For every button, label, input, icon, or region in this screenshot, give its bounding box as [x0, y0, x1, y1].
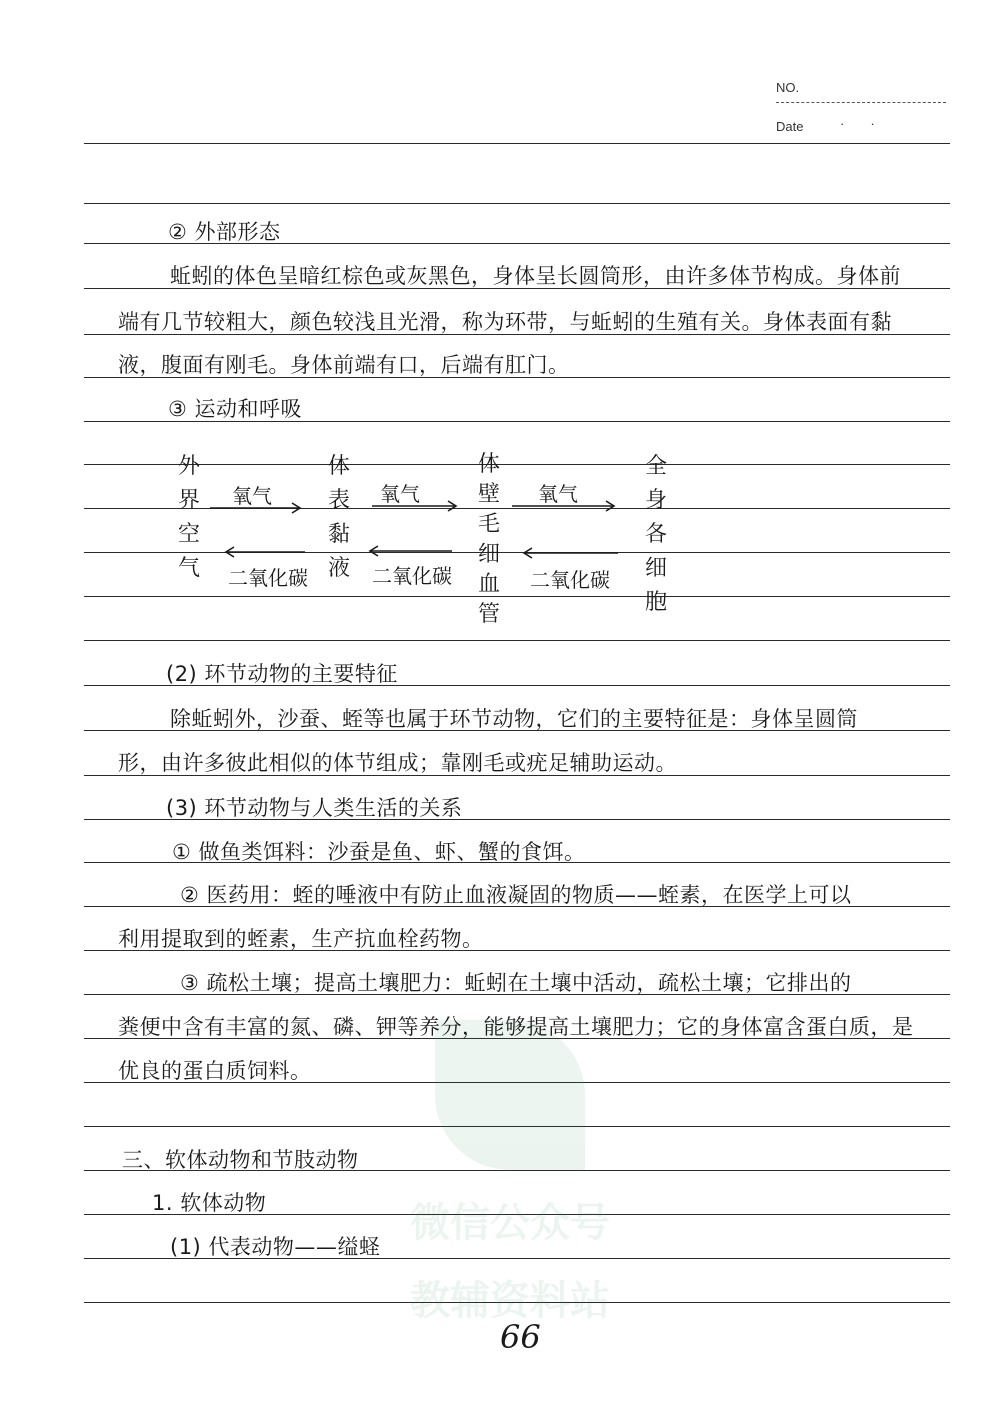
text-line: 除蚯蚓外，沙蚕、蛭等也属于环节动物，它们的主要特征是：身体呈圆筒	[170, 707, 858, 731]
co2-label: 二氧化碳	[372, 564, 452, 588]
node-body-cells: 全身各细胞	[644, 454, 667, 615]
subheading-main-features: (2) 环节动物的主要特征	[166, 662, 398, 686]
subheading-external-form: ② 外部形态	[168, 220, 281, 244]
subheading-movement-respiration: ③ 运动和呼吸	[168, 397, 303, 421]
text-line: 端有几节较粗大，颜色较浅且光滑，称为环带，与蚯蚓的生殖有关。身体表面有黏	[118, 310, 892, 334]
page-number: 66	[500, 1318, 541, 1356]
oxygen-label: 氧气	[538, 482, 578, 506]
number-label: NO.	[776, 80, 800, 95]
text-line: 液，腹面有刚毛。身体前端有口，后端有肛门。	[118, 353, 570, 377]
node-outside-air: 外界空气	[177, 454, 200, 581]
date-label: Date	[776, 119, 804, 134]
subheading-representative-animal: (1) 代表动物——缢蛏	[170, 1235, 381, 1259]
co2-label: 二氧化碳	[530, 568, 610, 592]
watermark-line2: 教辅资料站	[410, 1278, 610, 1324]
ruled-line	[84, 775, 950, 776]
subheading-molluscs: 1. 软体动物	[152, 1191, 267, 1215]
oxygen-label: 氧气	[232, 484, 272, 508]
section-heading-molluscs-arthropods: 三、软体动物和节肢动物	[122, 1148, 359, 1172]
node-body-wall-capillaries: 体壁毛细血管	[477, 452, 500, 627]
text-line: 粪便中含有丰富的氮、磷、钾等养分，能够提高土壤肥力；它的身体富含蛋白质，是	[118, 1015, 914, 1039]
oxygen-label: 氧气	[380, 482, 420, 506]
subheading-relation-to-humans: (3) 环节动物与人类生活的关系	[166, 796, 463, 820]
node-body-mucus: 体表黏液	[327, 454, 350, 581]
text-line: 形，由许多彼此相似的体节组成；靠刚毛或疣足辅助运动。	[118, 751, 677, 775]
date-dots: ··	[840, 116, 901, 131]
text-line: 利用提取到的蛭素，生产抗血栓药物。	[118, 927, 484, 951]
co2-label: 二氧化碳	[228, 566, 308, 590]
watermark	[360, 1020, 660, 1326]
text-line: ① 做鱼类饵料：沙蚕是鱼、虾、蟹的食饵。	[172, 840, 586, 864]
text-line: 蚯蚓的体色呈暗红棕色或灰黑色，身体呈长圆筒形，由许多体节构成。身体前	[170, 264, 901, 288]
watermark-line1: 微信公众号	[410, 1200, 610, 1246]
diagram-arrows	[0, 0, 1000, 700]
text-line: ③ 疏松土壤；提高土壤肥力：蚯蚓在土壤中活动，疏松土壤；它排出的	[180, 971, 852, 995]
text-line: 优良的蛋白质饲料。	[118, 1059, 312, 1083]
leaf-logo-icon	[435, 1020, 585, 1170]
text-line: ② 医药用：蛭的唾液中有防止血液凝固的物质——蛭素，在医学上可以	[180, 883, 852, 907]
